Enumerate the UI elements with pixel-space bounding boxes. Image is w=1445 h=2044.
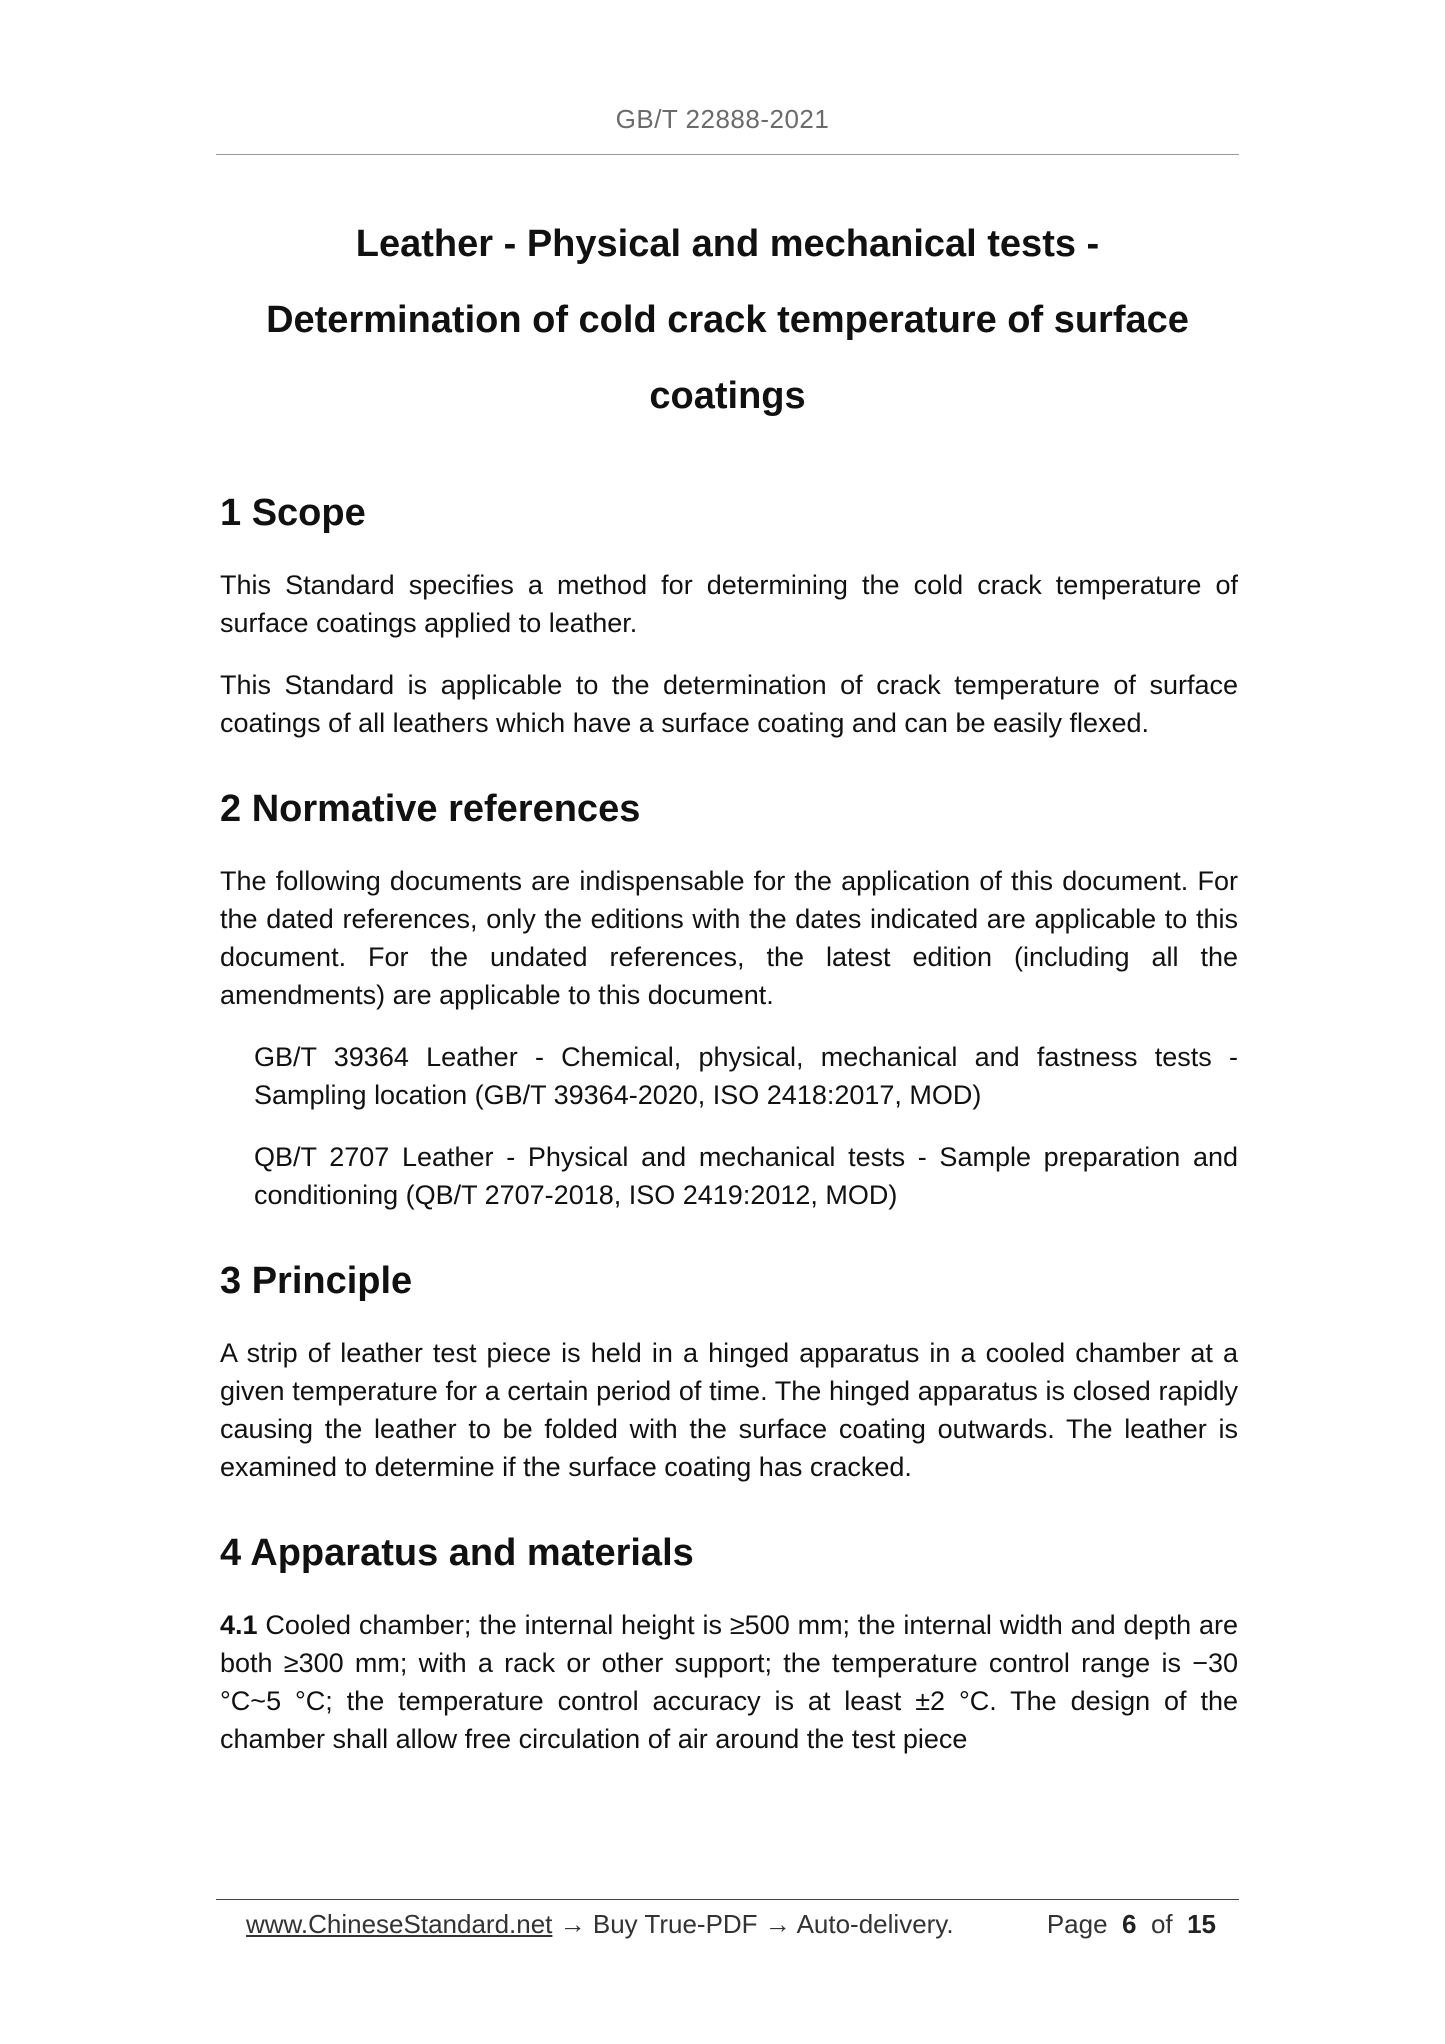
running-header: GB/T 22888-2021 (615, 104, 830, 134)
total-pages: 15 (1187, 1909, 1216, 1939)
section-heading-scope: 1 Scope (220, 492, 366, 534)
section-heading-normative-references: 2 Normative references (220, 788, 641, 830)
footer-divider (216, 1899, 1239, 1900)
promo-text: → Buy True-PDF → Auto-delivery. (552, 1909, 954, 1939)
clause-text: Cooled chamber; the internal height is ≥500 mm; the internal width and depth are both ≥300 mm; with a rack or other support; the temperature control range is −30 °C~5 °C; the temperature control accuracy is at least ±2 °C. The design of the chamber shall allow free circulation of air around the test piece (220, 1610, 1238, 1754)
reference-gbt-39364: GB/T 39364 Leather - Chemical, physical, mechanical and fastness tests - Sampling location (GB/T 39364-2020, ISO 2418:2017, MOD) (254, 1042, 1238, 1110)
principle-paragraph: A strip of leather test piece is held in a hinged apparatus in a cooled chamber at a given temperature for a certain period of time. The hinged apparatus is closed rapidly causing the leather to be folded with the surface coating outwards. The leather is examined to determine if the surface coating has cracked. (220, 1338, 1238, 1482)
section-heading-apparatus: 4 Apparatus and materials (220, 1532, 694, 1574)
title-line-1: Leather - Physical and mechanical tests - (355, 223, 1100, 265)
current-page: 6 (1122, 1909, 1137, 1939)
clause-4-1 (220, 1606, 1238, 1758)
document-body (220, 490, 1238, 1782)
page-indicator: Page 6 of 15 (1046, 1909, 1216, 1939)
header-divider (216, 154, 1239, 155)
normative-paragraph: The following documents are indispensable for the application of this document. For the dated references, only the editions with the dates indicated are applicable to this document. For the undated references, the latest edition (including all the amendments) are applicable to this document. (220, 866, 1238, 1010)
scope-paragraph-2: This Standard is applicable to the determination of crack temperature of surface coatings of all leathers which have a surface coating and can be easily flexed. (220, 670, 1238, 738)
document-title (216, 206, 1239, 434)
title-line-2: Determination of cold crack temperature of surface (266, 299, 1189, 341)
page-footer (246, 1904, 1216, 1944)
scope-paragraph-1: This Standard specifies a method for determining the cold crack temperature of surface coatings applied to leather. (220, 570, 1238, 638)
site-link[interactable]: www.ChineseStandard.net (246, 1909, 553, 1939)
reference-qbt-2707: QB/T 2707 Leather - Physical and mechanical tests - Sample preparation and conditioning (QB/T 2707-2018, ISO 2419:2012, MOD) (254, 1142, 1238, 1210)
section-heading-principle: 3 Principle (220, 1260, 413, 1302)
clause-number: 4.1 (220, 1610, 258, 1640)
title-line-3: coatings (649, 375, 806, 417)
footer-promo (246, 1904, 954, 1944)
